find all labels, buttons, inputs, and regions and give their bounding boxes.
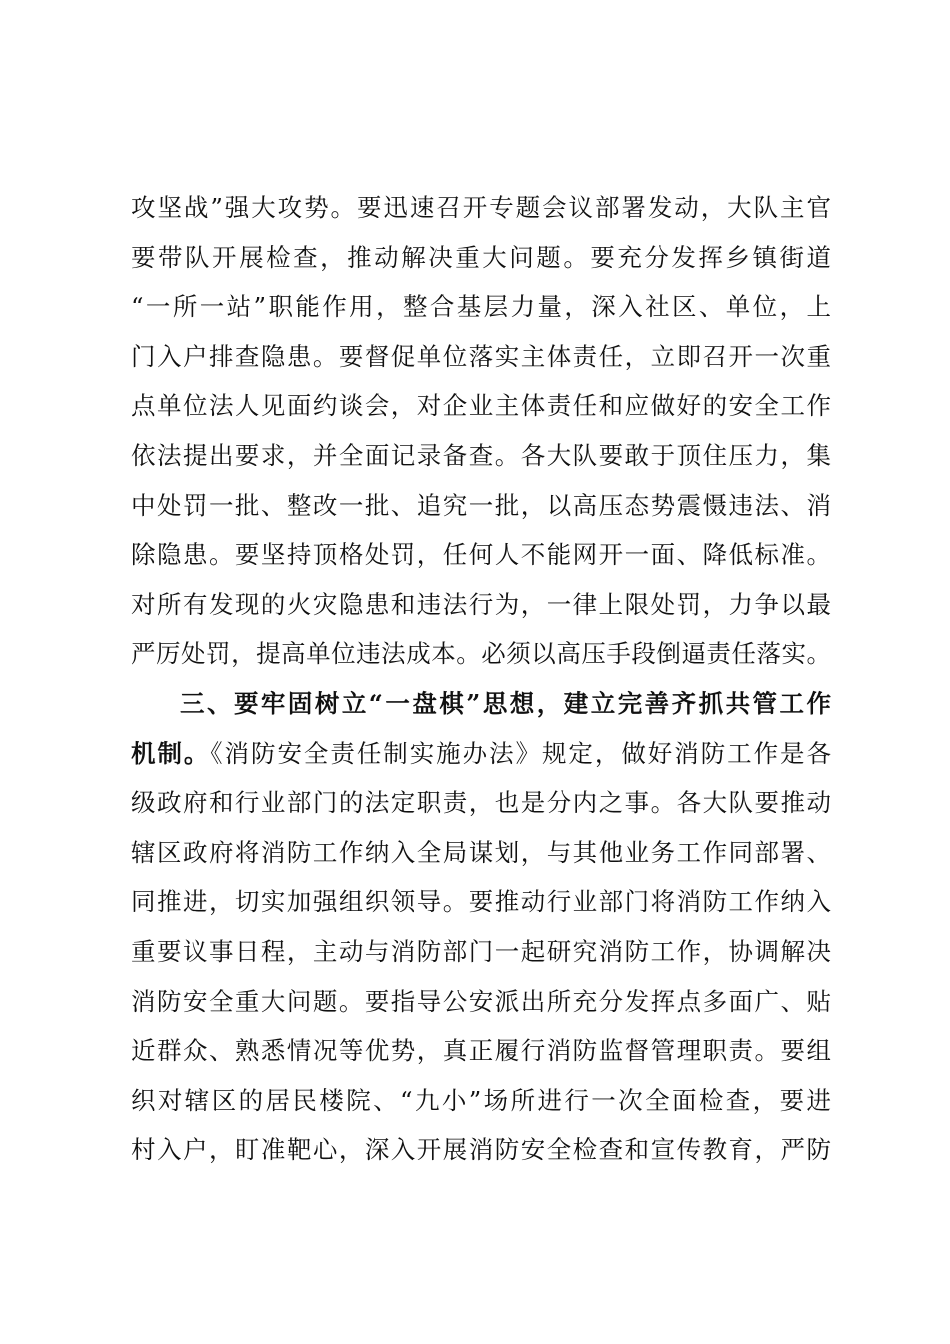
text-line: 织对辖区的居民楼院、“九小”场所进行一次全面检查，要进 bbox=[131, 1085, 831, 1115]
text-line: “一所一站”职能作用，整合基层力量，深入社区、单位，上 bbox=[131, 292, 831, 322]
text-line: 级政府和行业部门的法定职责，也是分内之事。各大队要推动 bbox=[131, 788, 831, 818]
section-heading-continuation bbox=[131, 729, 831, 779]
text-line: 除隐患。要坚持顶格处罚，任何人不能网开一面、降低标准。 bbox=[131, 540, 831, 570]
text-line: 同推进，切实加强组织领导。要推动行业部门将消防工作纳入 bbox=[131, 887, 831, 917]
document-body bbox=[131, 183, 831, 1175]
text-line: 辖区政府将消防工作纳入全局谋划，与其他业务工作同部署、 bbox=[131, 837, 831, 867]
text-line: 中处罚一批、整改一批、追究一批，以高压态势震慑违法、消 bbox=[131, 490, 831, 520]
text-line: 门入户排查隐患。要督促单位落实主体责任，立即召开一次重 bbox=[131, 341, 831, 371]
text-line: 要带队开展检查，推动解决重大问题。要充分发挥乡镇街道 bbox=[131, 242, 831, 272]
section-heading: 三、要牢固树立“一盘棋”思想，建立完善齐抓共管工作 bbox=[180, 688, 831, 718]
text-line: 对所有发现的火灾隐患和违法行为，一律上限处罚，力争以最 bbox=[131, 589, 831, 619]
text-line: 村入户，盯准靶心，深入开展消防安全检查和宣传教育，严防 bbox=[131, 1135, 831, 1165]
text-line: 重要议事日程，主动与消防部门一起研究消防工作，协调解决 bbox=[131, 936, 831, 966]
section-heading-end: 机制。 bbox=[131, 738, 211, 768]
text-line: 依法提出要求，并全面记录备查。各大队要敢于顶住压力，集 bbox=[131, 440, 831, 470]
text-line: 近群众、熟悉情况等优势，真正履行消防监督管理职责。要组 bbox=[131, 1036, 831, 1066]
text-line: 消防安全重大问题。要指导公安派出所充分发挥点多面广、贴 bbox=[131, 986, 831, 1016]
text-line: 严厉处罚，提高单位违法成本。必须以高压手段倒逼责任落实。 bbox=[131, 639, 831, 669]
text-line: 点单位法人见面约谈会，对企业主体责任和应做好的安全工作 bbox=[131, 391, 831, 421]
section-paragraph-start: 《消防安全责任制实施办法》规定，做好消防工作是各 bbox=[210, 738, 832, 768]
text-line: 攻坚战”强大攻势。要迅速召开专题会议部署发动，大队主官 bbox=[131, 193, 831, 222]
